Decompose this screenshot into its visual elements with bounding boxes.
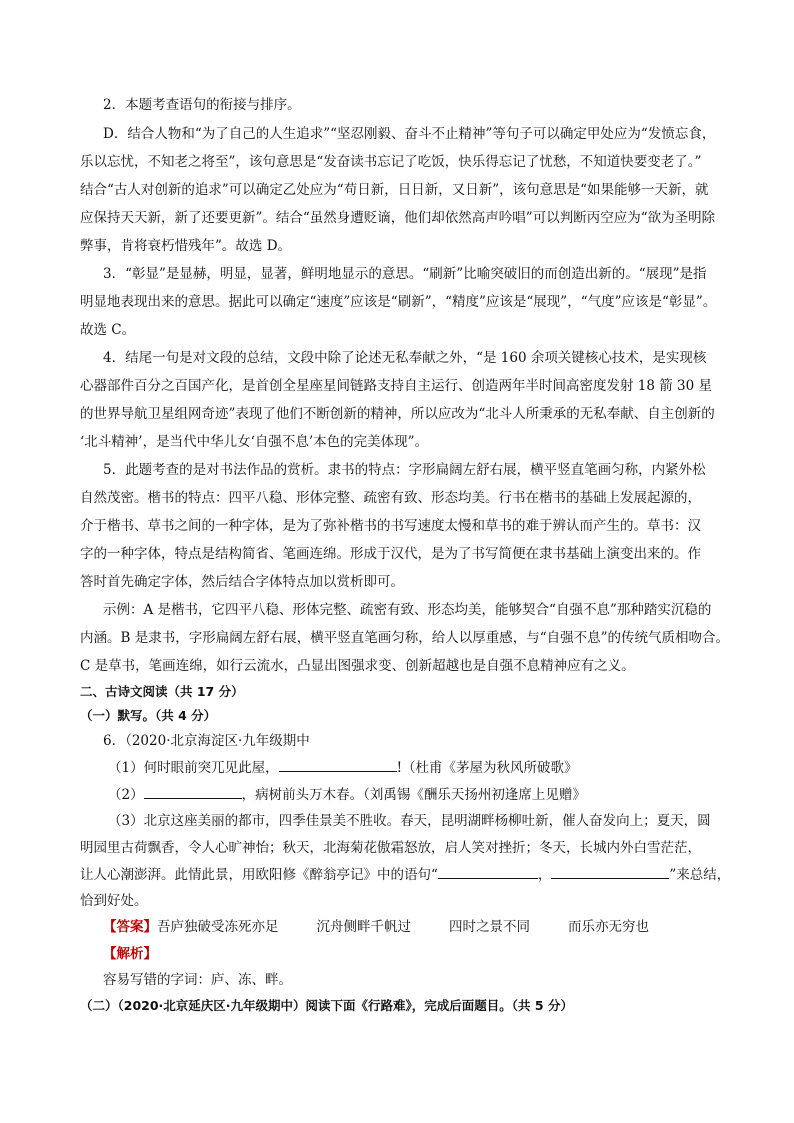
paragraph-line: 4．结尾一句是对文段的总结，文段中除了论述无私奉献之外，“是 160 余项关键核心技术，是实现核 [103, 350, 707, 366]
paragraph-line: 自然茂密。楷书的特点：四平八稳、形体完整、疏密有致、形态均美。行书在楷书的基础上发展起源的， [80, 490, 701, 506]
paragraph-line: 2．本题考查语句的衔接与排序。 [103, 97, 301, 113]
answer-blank[interactable] [144, 784, 242, 799]
question-6-3-line: （3）北京这座美丽的都市，四季佳景美不胜收。春天，昆明湖畔杨柳吐新，催人奋发向上；夏天，圆 [108, 813, 711, 829]
analysis-label-line [103, 944, 743, 964]
paragraph-line: ‘北斗精神’，是当代中华儿女‘自强不息’本色的完美体现”。 [80, 434, 429, 450]
answer-text: 四时之景不同 [449, 919, 530, 935]
subsection-heading: （一）默写。（共 4 分） [80, 708, 217, 723]
question-text: ， [537, 867, 552, 883]
paragraph-line: 乐以忘忧，不知老之将至”，该句意思是“发奋读书忘记了吃饭，快乐得忘记了忧愁，不知道快要变老了。” [80, 154, 702, 170]
subsection-heading: （二）（2020·北京延庆区·九年级期中）阅读下面《行路难》，完成后面题目。（共 5 分） [80, 998, 573, 1013]
question-text: ，病树前头万木春。（刘禹锡《酬乐天扬州初逢席上见赠》 [241, 787, 586, 803]
paragraph-line: 答时首先确定字体，然后结合字体特点加以赏析即可。 [80, 574, 404, 590]
question-text: （1）何时眼前突兀见此屋， [108, 760, 279, 776]
paragraph-line: 3．“彰显”是显赫，明显，显著，鲜明地显示的意思。“刷新”比喻突破旧的而创造出新的。“展现”是指 [103, 266, 707, 282]
question-6-3-line: 恰到好处。 [80, 893, 148, 909]
paragraph-line: 故选 C。 [80, 322, 136, 338]
answer-text: 而乐亦无穷也 [568, 919, 649, 935]
answer-line [103, 917, 743, 937]
question-6-heading: 6．（2020·北京海淀区·九年级期中 [103, 733, 310, 749]
paragraph-line: 介于楷书、草书之间的一种字体，是为了弥补楷书的书写速度太慢和草书的难于辨认而产生的。草书：汉 [80, 518, 701, 534]
question-text: !（杜甫《茅屋为秋风所破歌》 [396, 760, 578, 776]
answer-blank[interactable] [279, 757, 397, 772]
answer-blank[interactable] [438, 864, 538, 879]
paragraph-line: C 是草书，笔画连绵，如行云流水，凸显出图强求变、创新超越也是自强不息精神应有之义。 [80, 658, 635, 674]
paragraph-line: 示例：A 是楷书，它四平八稳、形体完整、疏密有致、形态均美，能够契合“自强不息”那种踏实沉稳的 [103, 602, 712, 618]
question-6-3-line [80, 864, 731, 885]
paragraph-line: 内涵。B 是隶书，字形扁阔左舒右展，横平竖直笔画匀称，给人以厚重感，与“自强不息”的传统气质相吻合。 [80, 630, 730, 646]
section-heading: 二、古诗文阅读（共 17 分） [80, 684, 244, 699]
paragraph-line: D．结合人物和“为了自己的人生追求”“坚忍刚毅、奋斗不止精神”等句子可以确定甲处应为“发愤忘食， [103, 126, 716, 142]
answer-label: 【答案】 [103, 919, 157, 935]
answer-text: 吾庐独破受冻死亦足 [157, 919, 279, 935]
paragraph-line: 弊事，肯将衰朽惜残年”。故选 D。 [80, 238, 292, 254]
paragraph-line: 5．此题考查的是对书法作品的赏析。隶书的特点：字形扁阔左舒右展，横平竖直笔画匀称，内紧外松 [103, 462, 706, 478]
question-text: （2） [108, 787, 144, 803]
question-6-1 [108, 757, 720, 778]
analysis-label: 【解析】 [103, 946, 157, 962]
answer-text: 沉舟侧畔千帆过 [316, 919, 411, 935]
analysis-text: 容易写错的字词：庐、冻、畔。 [103, 972, 292, 988]
paragraph-line: 字的一种字体，特点是结构简省、笔画连绵。形成于汉代，是为了书写简便在隶书基础上演变出来的。作 [80, 546, 701, 562]
question-text: 让人心潮澎湃。此情此景，用欧阳修《醉翁亭记》中的语句“ [80, 867, 438, 883]
answer-blank[interactable] [551, 864, 669, 879]
question-text: ”来总结， [669, 867, 731, 883]
question-6-2 [108, 784, 720, 805]
question-6-3-line: 明园里古荷飘香，令人心旷神怡；秋天，北海菊花傲霜怒放，启人笑对挫折；冬天，长城内外白雪茫茫， [80, 840, 701, 856]
paragraph-line: 心器部件百分之百国产化，是首创全星座星间链路支持自主运行、创造两年半时间高密度发射 18 箭 30 星 [80, 378, 713, 394]
paragraph-line: 的世界导航卫星组网奇迹”表现了他们不断创新的精神，所以应改为“北斗人所秉承的无私奉献、自主创新的 [80, 406, 715, 422]
paragraph-line: 明显地表现出来的意思。据此可以确定“速度”应该是“刷新”，“精度”应该是“展现”，“气度”应该是“彰显”。 [80, 294, 717, 310]
paragraph-line: 结合“古人对创新的追求”可以确定乙处应为“苟日新，日日新，又日新”，该句意思是“如果能够一天新，就 [80, 182, 709, 198]
paragraph-line: 应保持天天新，新了还要更新”。结合“虽然身遭贬谪，他们却依然高声吟唱”可以判断丙空应为“欲为圣明除 [80, 210, 716, 226]
